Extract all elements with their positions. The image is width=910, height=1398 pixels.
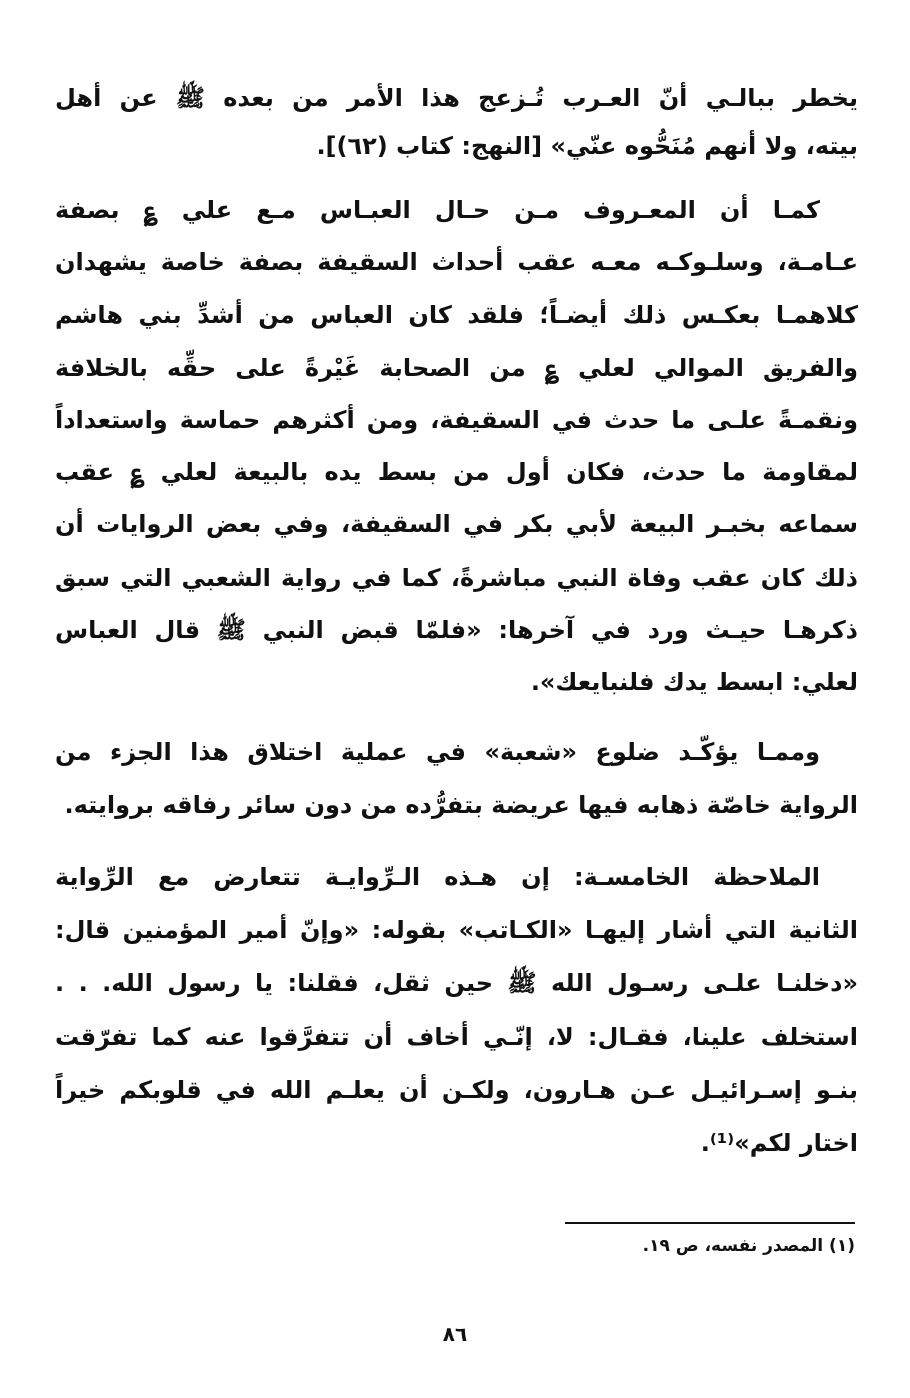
text-line: سماعه بخبـر البيعة لأبي بكر في السقيفة، وفي بعض الروايات أن — [55, 510, 858, 538]
text-line: لعلي: ابسط يدك فلنبايعك». — [530, 668, 858, 696]
text-line: ونقمـةً علـى ما حدث في السقيفة، ومن أكثرهم حماسة واستعداداً — [55, 406, 858, 434]
text-line: بنـو إسـرائيـل عـن هـارون، ولكـن أن يعلـم الله في قلوبكم خيراً — [55, 1076, 858, 1104]
footnote-divider — [565, 1222, 855, 1224]
footnote: (١) المصدر نفسه، ص ١٩. — [642, 1236, 855, 1256]
text-line: الثانية التي أشار إليهـا «الكـاتب» بقوله: «وإنّ أمير المؤمنين قال: — [55, 916, 858, 944]
text-line: يخطر ببالـي أنّ العـرب تُـزعج هذا الأمر من بعده ﷺ عن أهل — [55, 84, 858, 112]
text-line: والفريق الموالي لعلي ؏ من الصحابة غَيْرةً على حقِّه بالخلافة — [55, 354, 858, 382]
text-line: الملاحظة الخامسـة: إن هـذه الـرِّوايـة تتعارض مع الرِّواية — [55, 863, 820, 891]
text-line: استخلف علينا، فقـال: لا، إنّـي أخاف أن تتفرَّقوا عنه كما تفرّقت — [55, 1023, 858, 1051]
page-number: ٨٦ — [442, 1322, 468, 1346]
text-line: وممـا يؤكّـد ضلوع «شعبة» في عملية اختلاق هذا الجزء من — [55, 738, 820, 766]
text-line: اختار لكم»⁽¹⁾. — [700, 1129, 858, 1157]
text-line: بيته، ولا أنهم مُنَحُّوه عنّي» [النهج: كتاب (٦٢)]. — [316, 132, 858, 160]
text-line: كمـا أن المعـروف مـن حـال العبـاس مـع علي ؏ بصفة — [55, 196, 820, 224]
text-line: «دخلنـا علـى رسـول الله ﷺ حين ثقل، فقلنا: يا رسول الله. . . — [55, 969, 858, 997]
text-line: ذلك كان عقب وفاة النبي مباشرةً، كما في رواية الشعبي التي سبق — [55, 564, 858, 592]
text-line: كلاهمـا بعكـس ذلك أيضـاً؛ فلقد كان العباس من أشدِّ بني هاشم — [55, 301, 858, 329]
text-line: لمقاومة ما حدث، فكان أول من بسط يده بالبيعة لعلي ؏ عقب — [55, 458, 858, 486]
text-line: ذكرهـا حيـث ورد في آخرها: «فلمّا قبض النبي ﷺ قال العباس — [55, 616, 858, 644]
text-line: عـامـة، وسلـوكـه معـه عقب أحداث السقيفة بصفة خاصة يشهدان — [55, 248, 858, 276]
text-line: الرواية خاصّة ذهابه فيها عريضة بتفرُّده من دون سائر رفاقه بروايته. — [64, 791, 858, 819]
